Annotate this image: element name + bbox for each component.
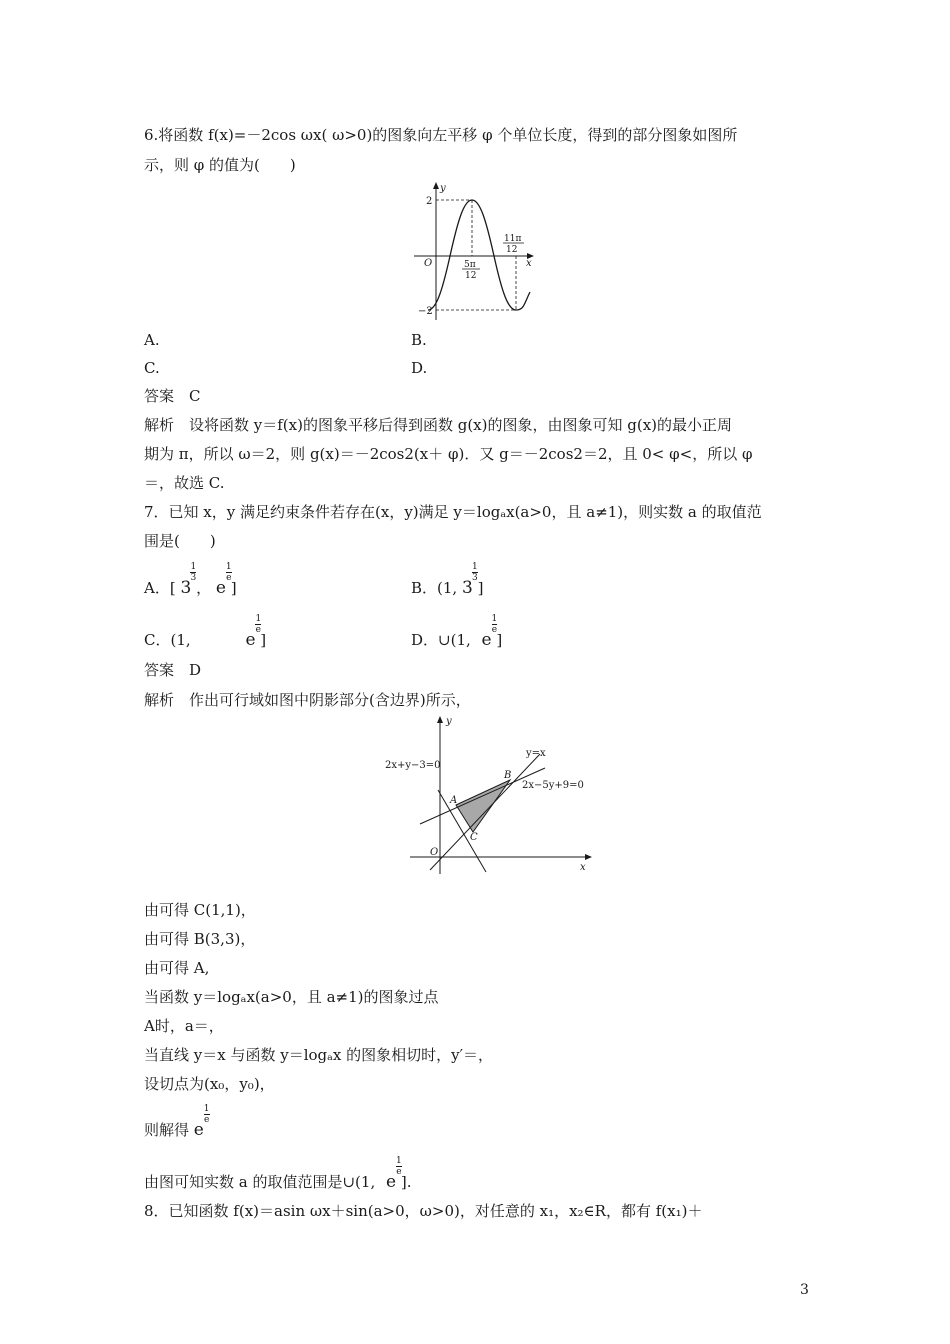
q6-option-d: D. — [411, 359, 428, 377]
q7-feasible-region-graph — [380, 712, 595, 880]
q6-explanation-line2: 期为 π，所以 ω＝2，则 g(x)＝－2cos2(x＋ φ)．又 g＝－2cos2＝2，且 0< φ<，所以 φ — [144, 445, 753, 463]
q6-tick2-den: 12 — [506, 245, 518, 255]
q7-stem-line1: 7．已知 x，y 满足约束条件若存在(x，y)满足 y＝logₐx(a>0，且 a≠1)，则实数 a 的取值范 — [144, 503, 762, 521]
q7-stem-line2: 围是( ) — [144, 532, 216, 550]
q7-step9: 由图可知实数 a 的取值范围是∪(1, e $\frac{1}{e}$ ]. — [144, 1156, 412, 1192]
q6-option-a: A. — [144, 331, 160, 349]
q7-step1: 由可得 C(1,1)， — [144, 901, 256, 919]
q6-explanation-line1: 解析 设将函数 y＝f(x)的图象平移后得到函数 g(x)的图象，由图象可知 g(x)的最小正周 — [144, 416, 733, 434]
q7-option-a: A．[ 3 $\frac{1}{3}$ ， e $\frac{1}{e}$ ] — [144, 562, 237, 598]
q7-option-b: B．(1, 3 $\frac{1}{3}$ ] — [411, 562, 484, 598]
q6-stem-line1: 6.将函数 f(x)=－2cos ωx( ω>0)的图象向左平移 φ 个单位长度，得到的部分图象如图所 — [144, 126, 738, 144]
q7-step6: 当直线 y＝x 与函数 y＝logₐx 的图象相切时，y′＝， — [144, 1046, 494, 1064]
q7-point-a: A — [450, 795, 458, 806]
q6-answer: 答案 C — [144, 387, 201, 405]
q7-step4: 当函数 y＝logₐx(a>0，且 a≠1)的图象过点 — [144, 988, 439, 1006]
q6-stem-line2: 示，则 φ 的值为( ) — [144, 156, 296, 174]
q6-cosine-graph — [410, 180, 540, 322]
q7-point-b: B — [504, 770, 512, 781]
q8-stem-line1: 8．已知函数 f(x)＝asin ωx＋sin(a>0，ω>0)，对任意的 x₁，x₂∈R，都有 f(x₁)＋ — [144, 1202, 703, 1220]
q6-tick1-den: 12 — [465, 271, 477, 281]
q7-option-c: C．(1, e $\frac{1}{e}$ ] — [144, 614, 267, 650]
q6-tick1-num: 5π — [464, 260, 476, 270]
q6-y-axis-label: y — [440, 183, 446, 194]
q6-option-b: B. — [411, 331, 427, 349]
q7-x-axis-label: x — [580, 862, 586, 873]
q7-line1-label: 2x+y−3=0 — [385, 760, 441, 771]
q7-point-c: C — [470, 832, 478, 843]
q6-option-c: C. — [144, 359, 160, 377]
q7-explanation-intro: 解析 作出可行域如图中阴影部分(含边界)所示， — [144, 691, 471, 709]
q7-option-d: D．∪(1, e $\frac{1}{e}$ ] — [411, 614, 503, 650]
q7-step7: 设切点为(x₀，y₀)， — [144, 1075, 275, 1093]
q7-step8: 则解得 e $\frac{1}{e}$ — [144, 1104, 210, 1140]
q7-origin-label: O — [430, 847, 439, 858]
q7-answer: 答案 D — [144, 661, 202, 679]
q6-x-axis-label: x — [526, 258, 532, 269]
q7-y-axis-label: y — [446, 716, 452, 727]
q6-origin-label: O — [424, 258, 433, 269]
q6-explanation-line3: ＝，故选 C. — [144, 474, 225, 492]
q7-line2-label: y=x — [526, 748, 546, 759]
q6-tick2-num: 11π — [504, 234, 522, 244]
q7-step2: 由可得 B(3,3)， — [144, 930, 256, 948]
q6-y-top-label: 2 — [426, 196, 433, 207]
q7-step3: 由可得 A, — [144, 959, 210, 977]
q7-line3-label: 2x−5y+9=0 — [522, 780, 584, 791]
q6-y-bottom-label: −2 — [418, 306, 433, 317]
q7-step5: A时，a＝， — [144, 1017, 224, 1035]
page-number: 3 — [800, 1282, 809, 1298]
